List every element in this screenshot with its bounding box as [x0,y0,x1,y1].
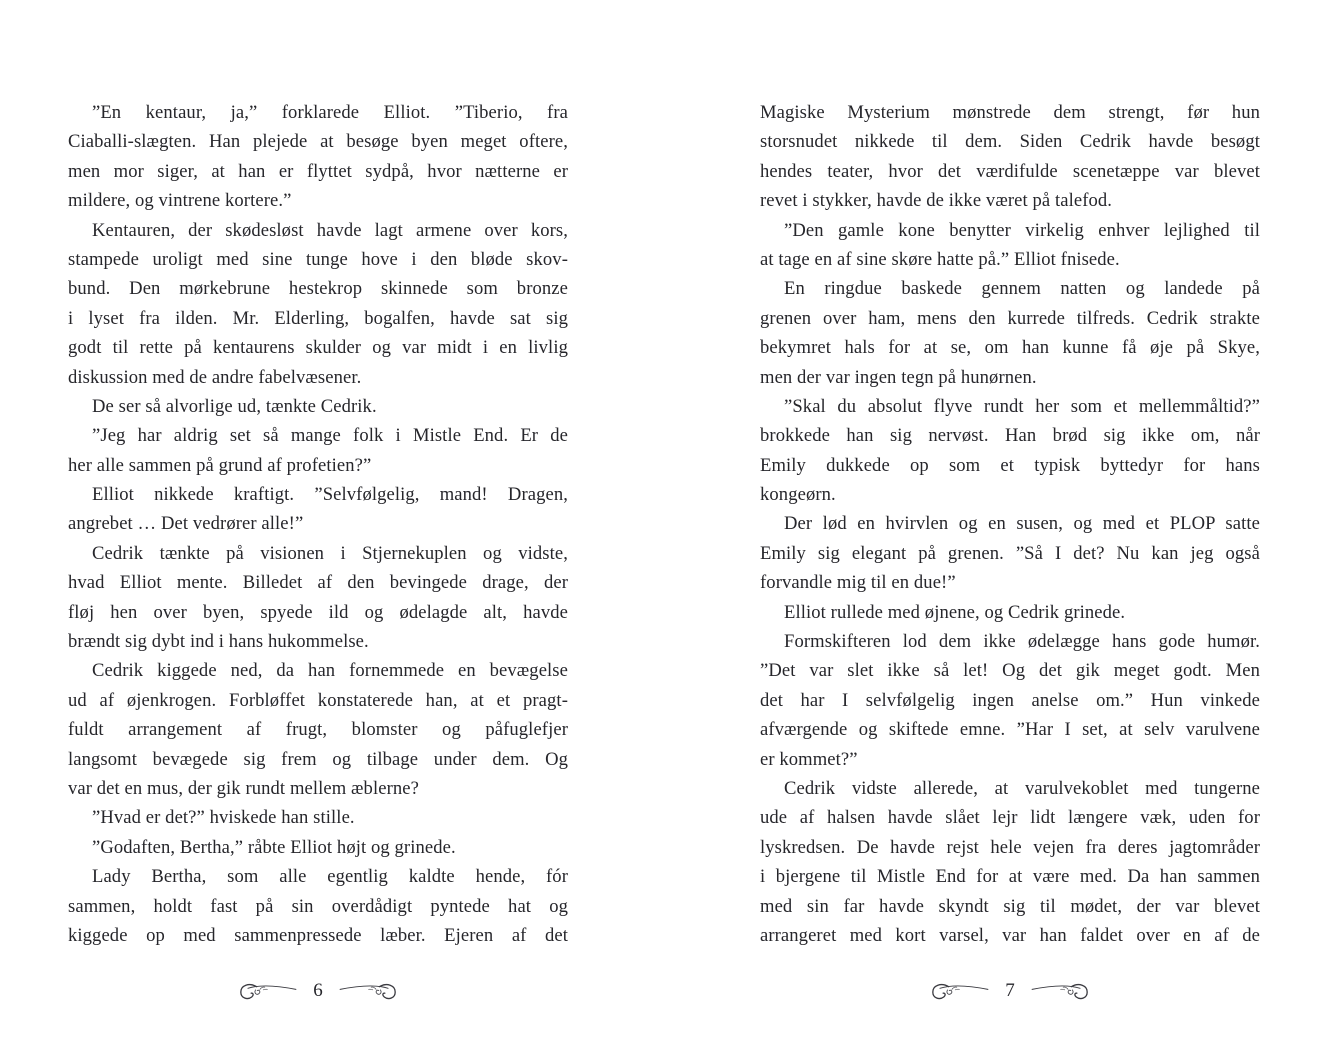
text-line: men mor siger, at han er flyttet sydpå, hvor nætterne er [68,160,568,182]
text-line: men der var ingen tegn på hunørnen. [760,366,1037,388]
text-line: forvandle mig til en due!” [760,572,956,594]
text-line: Ciaballi-slægten. Han plejede at besøge byen meget oftere, [68,131,568,153]
text-line: Magiske Mysterium mønstrede dem strengt, før hun [760,102,1260,123]
page-number-left: 6 [313,980,323,1001]
text-line: ”Den gamle kone benytter virkelig enhver lejlighed til [784,219,1260,241]
text-line: Elliot rullede med øjnene, og Cedrik grinede. [784,601,1126,623]
text-line: sammen, holdt fast på sin overdådigt pyntede hat og [68,895,568,917]
text-line: hvad Elliot mente. Billedet af den bevingede drage, der [68,572,568,594]
text-line: Kentauren, der skødesløst havde lagt armene over kors, [92,219,568,241]
text-line: er kommet?” [760,748,858,770]
page-number-right: 7 [1005,980,1015,1001]
text-line: bekymret hals for at se, om han kunne få øje på Skye, [760,337,1260,359]
text-line: i bjergene til Mistle End for at være med. Da han sammen [760,866,1260,888]
page-left-text [68,98,568,950]
text-line: ude af halsen havde slået lejr lidt længere væk, uden for [760,807,1260,829]
text-line: ”Skal du absolut flyve rundt her som et mellemmåltid?” [784,395,1260,417]
text-line: ud af øjenkrogen. Forbløffet konstaterede han, at et pragt- [68,689,568,711]
text-line: hendes teater, hvor det værdifulde scenetæppe var blevet [760,160,1260,182]
text-line: Lady Bertha, som alle egentlig kaldte hende, fór [92,866,568,888]
text-line: En ringdue baskede gennem natten og landede på [784,278,1260,300]
flourish-left-icon [237,981,297,1001]
text-line: Der lød en hvirvlen og en susen, og med et PLOP satte [784,513,1260,535]
text-line: at tage en af sine skøre hatte på.” Elliot fnisede. [760,248,1120,270]
text-line: arrangeret med kort varsel, var han faldet over en af de [760,924,1260,946]
text-line: langsomt bevægede sig frem og tilbage under dem. Og [68,748,568,770]
text-line: med sin far havde skyndt sig til mødet, der var blevet [760,895,1260,917]
flourish-left-icon [929,981,989,1001]
text-line: ”Jeg har aldrig set så mange folk i Mistle End. Er de [92,425,568,447]
page-right-text [760,98,1260,950]
text-line: stampede uroligt med sine tunge hove i den bløde skov- [68,248,568,270]
text-line: godt til rette på kentaurens skulder og var midt i en livlig [68,337,568,359]
text-line: kiggede op med sammenpressede læber. Ejeren af det [68,924,568,946]
text-line: diskussion med de andre fabelvæsener. [68,366,362,388]
text-line: fløj hen over byen, spyede ild og ødelagde alt, havde [68,601,568,623]
text-line: mildere, og vintrene kortere.” [68,190,292,212]
text-line: brændt sig dybt ind i hans hukommelse. [68,631,369,653]
text-line: fuldt arrangement af frugt, blomster og påfuglefjer [68,719,568,741]
text-line: storsnudet nikkede til dem. Siden Cedrik havde besøgt [760,131,1260,153]
text-line: brokkede han sig nervøst. Han brød sig ikke om, når [760,425,1260,447]
text-line: afværgende og skiftede emne. ”Har I set, at selv varulvene [760,719,1260,741]
text-line: grenen over ham, mens den kurrede tilfreds. Cedrik strakte [760,307,1260,329]
text-line: Cedrik vidste allerede, at varulvekoblet med tungerne [784,777,1260,799]
text-line: kongeørn. [760,484,836,506]
text-line: bund. Den mørkebrune hestekrop skinnede som bronze [68,278,568,300]
flourish-right-icon [1031,981,1091,1001]
text-line: ”Det var slet ikke så let! Og det gik meget godt. Men [760,660,1260,682]
text-line: i lyset fra ilden. Mr. Elderling, bogalfen, havde sat sig [68,307,568,329]
text-line: Formskifteren lod dem ikke ødelægge hans gode humør. [784,631,1260,653]
text-line: lyskredsen. De havde rejst hele vejen fra deres jagtområder [760,836,1260,858]
text-line: Cedrik tænkte på visionen i Stjernekuplen og vidste, [92,542,568,564]
text-line: Cedrik kiggede ned, da han fornemmede en bevægelse [92,660,568,682]
text-line: revet i stykker, havde de ikke været på talefod. [760,190,1113,212]
text-line: Elliot nikkede kraftigt. ”Selvfølgelig, mand! Dragen, [92,484,568,506]
text-line: angrebet … Det vedrører alle!” [68,513,304,535]
text-line: ”Hvad er det?” hviskede han stille. [92,807,355,829]
text-line: Emily sig elegant på grenen. ”Så I det? Nu kan jeg også [760,542,1260,564]
flourish-right-icon [339,981,399,1001]
text-line: her alle sammen på grund af profetien?” [68,454,372,476]
text-line: ”En kentaur, ja,” forklarede Elliot. ”Tiberio, fra [92,102,568,123]
text-line: ”Godaften, Bertha,” råbte Elliot højt og grinede. [92,836,456,858]
text-line: De ser så alvorlige ud, tænkte Cedrik. [92,395,377,417]
text-line: det har I selvfølgelig ingen anelse om.” Hun vinkede [760,689,1260,711]
text-line: var det en mus, der gik rundt mellem æblerne? [68,777,419,799]
page-right-footer [760,980,1260,1002]
page-left-footer [68,980,568,1002]
text-line: Emily dukkede op som et typisk byttedyr for hans [760,454,1260,476]
